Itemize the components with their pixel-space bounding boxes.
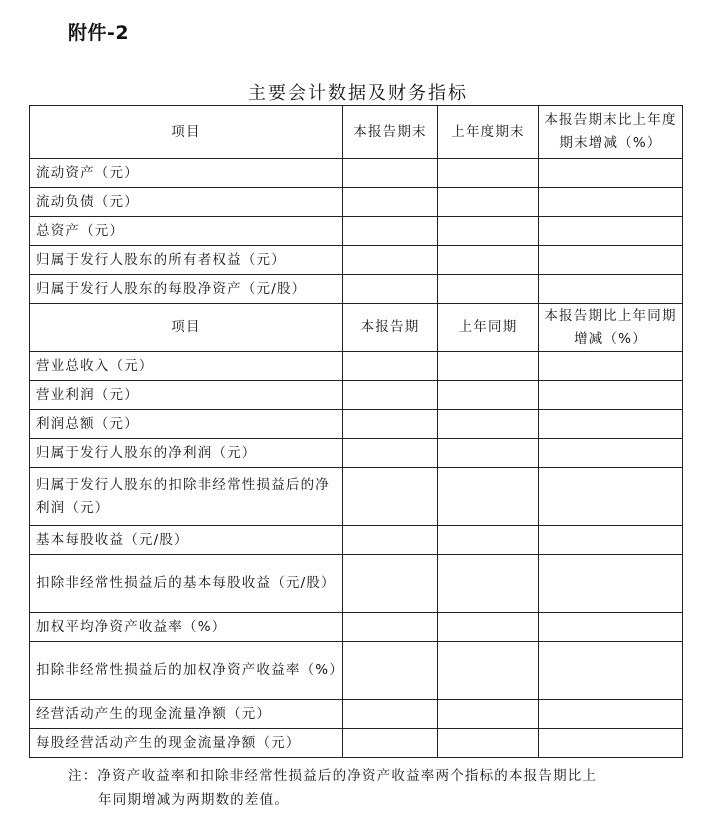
value-cell — [343, 729, 438, 758]
value-cell — [343, 246, 438, 275]
value-cell — [438, 275, 539, 304]
value-cell — [539, 188, 683, 217]
value-cell — [539, 642, 683, 700]
value-cell — [343, 613, 438, 642]
footnote — [68, 764, 668, 812]
value-cell — [539, 613, 683, 642]
value-cell — [438, 642, 539, 700]
value-cell — [438, 613, 539, 642]
value-cell — [343, 526, 438, 555]
value-cell — [343, 555, 438, 613]
row-label: 流动负债（元） — [30, 188, 343, 217]
header-prior-year-end: 上年度期末 — [438, 106, 539, 159]
table-row — [30, 159, 683, 188]
attachment-label: 附件-2 — [68, 22, 130, 44]
row-label: 扣除非经常性损益后的加权净资产收益率（%） — [30, 642, 343, 700]
table-row — [30, 700, 683, 729]
row-label: 基本每股收益（元/股） — [30, 526, 343, 555]
value-cell — [438, 246, 539, 275]
value-cell — [438, 188, 539, 217]
value-cell — [343, 275, 438, 304]
row-label: 总资产（元） — [30, 217, 343, 246]
value-cell — [343, 642, 438, 700]
row-label: 归属于发行人股东的所有者权益（元） — [30, 246, 343, 275]
header-period: 本报告期 — [343, 304, 438, 352]
value-cell — [539, 352, 683, 381]
value-cell — [539, 468, 683, 526]
value-cell — [539, 246, 683, 275]
footnote-line-1: 注：净资产收益率和扣除非经常性损益后的净资产收益率两个指标的本报告期比上 — [68, 768, 598, 784]
financial-indicators-table — [29, 105, 683, 758]
table-row — [30, 275, 683, 304]
table-row — [30, 352, 683, 381]
table-row — [30, 188, 683, 217]
value-cell — [343, 381, 438, 410]
value-cell — [343, 159, 438, 188]
value-cell — [539, 526, 683, 555]
value-cell — [539, 729, 683, 758]
table-row — [30, 642, 683, 700]
value-cell — [539, 439, 683, 468]
value-cell — [539, 217, 683, 246]
value-cell — [438, 700, 539, 729]
row-label: 流动资产（元） — [30, 159, 343, 188]
value-cell — [438, 159, 539, 188]
table-row — [30, 410, 683, 439]
table-row — [30, 381, 683, 410]
row-label: 归属于发行人股东的每股净资产（元/股） — [30, 275, 343, 304]
value-cell — [438, 468, 539, 526]
value-cell — [438, 410, 539, 439]
table-row — [30, 246, 683, 275]
header-period-end: 本报告期末 — [343, 106, 438, 159]
table-row — [30, 439, 683, 468]
value-cell — [343, 217, 438, 246]
row-label: 营业利润（元） — [30, 381, 343, 410]
value-cell — [343, 188, 438, 217]
row-label: 加权平均净资产收益率（%） — [30, 613, 343, 642]
header-prior-year-period: 上年同期 — [438, 304, 539, 352]
value-cell — [539, 381, 683, 410]
value-cell — [438, 381, 539, 410]
value-cell — [343, 700, 438, 729]
row-label: 营业总收入（元） — [30, 352, 343, 381]
row-label: 利润总额（元） — [30, 410, 343, 439]
value-cell — [438, 555, 539, 613]
table-row — [30, 555, 683, 613]
row-label: 经营活动产生的现金流量净额（元） — [30, 700, 343, 729]
header-change-pct: 本报告期比上年同期增减（%） — [539, 304, 683, 352]
value-cell — [539, 700, 683, 729]
header-change-pct: 本报告期末比上年度期末增减（%） — [539, 106, 683, 159]
value-cell — [539, 275, 683, 304]
table-row — [30, 729, 683, 758]
value-cell — [438, 217, 539, 246]
table-title: 主要会计数据及财务指标 — [248, 83, 468, 104]
row-label: 归属于发行人股东的净利润（元） — [30, 439, 343, 468]
value-cell — [343, 352, 438, 381]
value-cell — [343, 410, 438, 439]
value-cell — [539, 159, 683, 188]
table-row — [30, 613, 683, 642]
header-item: 项目 — [30, 106, 343, 159]
table-row — [30, 217, 683, 246]
table-row — [30, 468, 683, 526]
row-label: 归属于发行人股东的扣除非经常性损益后的净利润（元） — [30, 468, 343, 526]
header-row-2 — [30, 304, 683, 352]
value-cell — [438, 526, 539, 555]
value-cell — [539, 555, 683, 613]
row-label: 每股经营活动产生的现金流量净额（元） — [30, 729, 343, 758]
value-cell — [343, 468, 438, 526]
footnote-line-2: 年同期增减为两期数的差值。 — [98, 792, 290, 808]
row-label: 扣除非经常性损益后的基本每股收益（元/股） — [30, 555, 343, 613]
value-cell — [438, 439, 539, 468]
value-cell — [438, 352, 539, 381]
value-cell — [438, 729, 539, 758]
header-item: 项目 — [30, 304, 343, 352]
value-cell — [343, 439, 438, 468]
table-row — [30, 526, 683, 555]
value-cell — [539, 410, 683, 439]
header-row-1 — [30, 106, 683, 159]
